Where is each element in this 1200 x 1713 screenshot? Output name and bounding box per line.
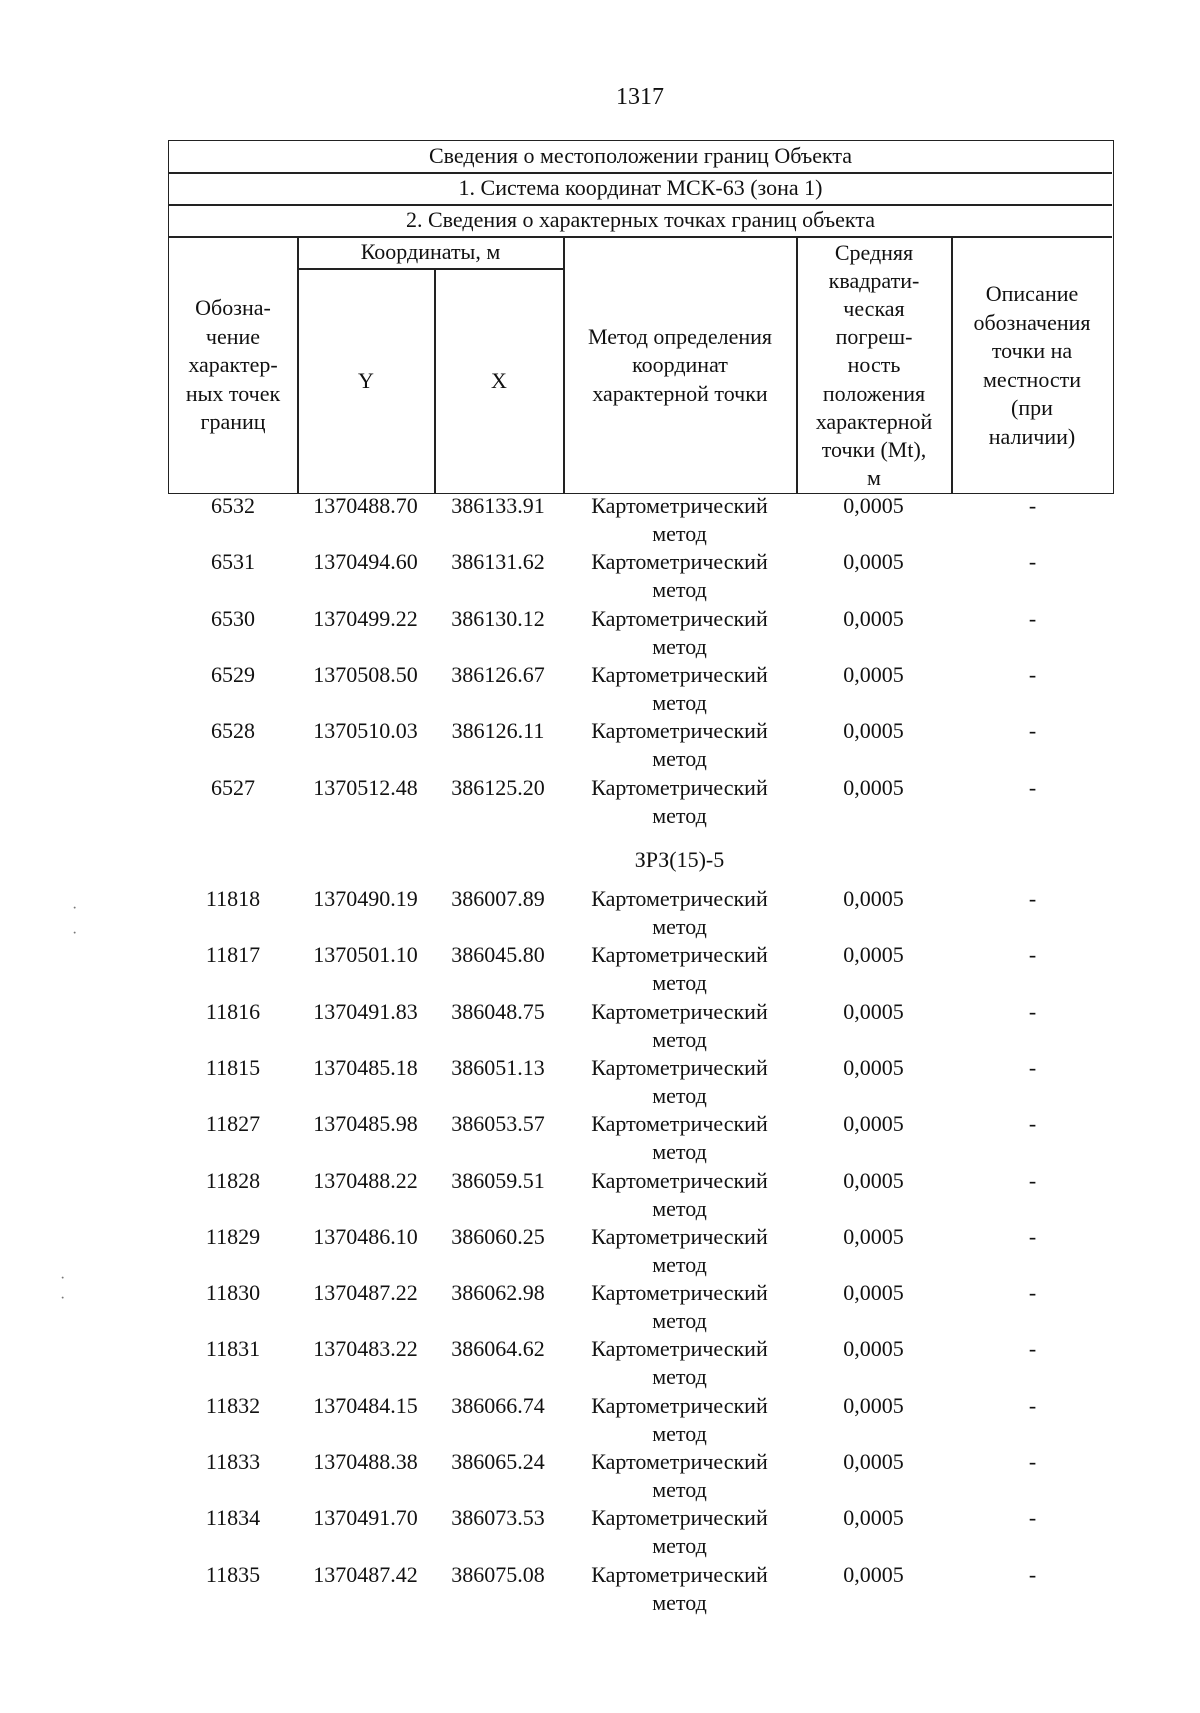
point-label: 6529: [211, 661, 255, 687]
coord-x: 386048.75: [451, 998, 545, 1024]
error-value: 0,0005: [843, 774, 904, 800]
error-value: 0,0005: [843, 886, 904, 911]
coord-x: 386060.25: [451, 1223, 545, 1249]
point-label: 11835: [205, 1561, 261, 1587]
error-value: 0,0005: [843, 718, 904, 744]
coord-x: 386131.62: [451, 549, 545, 575]
method-text: Картометрический метод: [591, 942, 768, 996]
description: -: [1028, 493, 1037, 518]
coord-y: 1370491.83: [313, 998, 418, 1024]
method-text: Картометрический метод: [591, 493, 768, 546]
coord-y: 1370485.98: [313, 1111, 418, 1137]
error-value: 0,0005: [843, 1392, 904, 1418]
description: -: [1028, 1561, 1037, 1587]
error-value: 0,0005: [843, 549, 904, 575]
point-label: 11816: [205, 998, 261, 1024]
table-row: [0, 941, 1200, 997]
coord-y: 1370487.22: [313, 1280, 418, 1306]
coord-y: 1370499.22: [313, 605, 418, 631]
method-text: Картометрический метод: [591, 661, 768, 715]
method-text: Картометрический метод: [591, 1449, 768, 1502]
description: -: [1028, 1392, 1037, 1418]
coord-y: 1370508.50: [313, 661, 418, 687]
table-row: [0, 1561, 1200, 1617]
error-value: 0,0005: [843, 493, 904, 518]
coord-y: 1370485.18: [313, 1054, 418, 1080]
coord-y: 1370486.10: [313, 1223, 418, 1249]
description: -: [1028, 998, 1037, 1024]
description: -: [1028, 774, 1037, 800]
table-row: [0, 717, 1200, 773]
point-label: 11830: [205, 1280, 261, 1306]
scan-speck: ·: [72, 925, 78, 942]
col-header-x: X: [491, 368, 507, 394]
method-text: Картометрический метод: [591, 774, 768, 828]
col-header-method: Метод определения координат характерной точки: [587, 323, 773, 406]
table-row: [0, 661, 1200, 717]
coord-x: 386062.98: [451, 1280, 545, 1306]
point-label: 11827: [205, 1111, 261, 1137]
error-value: 0,0005: [843, 1223, 904, 1249]
coord-y: 1370487.42: [313, 1561, 418, 1587]
coord-y: 1370491.70: [313, 1505, 418, 1531]
coord-y: 1370510.03: [313, 718, 418, 744]
table-row: [0, 998, 1200, 1054]
col-header-point: Обозна- чение характер- ных точек границ: [185, 295, 281, 435]
coord-y: 1370483.22: [313, 1336, 418, 1362]
method-text: Картометрический метод: [591, 998, 768, 1052]
description: -: [1028, 605, 1037, 631]
error-value: 0,0005: [843, 1336, 904, 1362]
section-label: ЗРЗ(15)-5: [634, 847, 725, 872]
scan-speck: ·: [60, 1270, 66, 1287]
error-value: 0,0005: [843, 605, 904, 631]
table-row: [0, 774, 1200, 830]
method-text: Картометрический метод: [591, 549, 768, 603]
method-text: Картометрический метод: [591, 1054, 768, 1108]
error-value: 0,0005: [843, 998, 904, 1024]
point-label: 11834: [205, 1505, 261, 1531]
point-label: 11829: [205, 1223, 261, 1249]
coord-y: 1370484.15: [313, 1392, 418, 1418]
description: -: [1028, 1336, 1037, 1362]
coord-y: 1370488.38: [313, 1449, 418, 1474]
error-value: 0,0005: [843, 1054, 904, 1080]
coord-x: 386126.67: [451, 661, 545, 687]
error-value: 0,0005: [843, 1167, 904, 1193]
table-header: [168, 140, 1114, 494]
coord-x: 386053.57: [451, 1111, 545, 1137]
method-text: Картометрический метод: [591, 718, 768, 772]
coord-x: 386066.74: [451, 1392, 545, 1418]
description: -: [1028, 942, 1037, 968]
table-row: [0, 1504, 1200, 1560]
table-row: [0, 1167, 1200, 1223]
method-text: Картометрический метод: [591, 1223, 768, 1277]
description: -: [1028, 718, 1037, 744]
error-value: 0,0005: [843, 1505, 904, 1531]
description: -: [1028, 1054, 1037, 1080]
coord-x: 386133.91: [451, 493, 545, 518]
table-row: [0, 492, 1200, 548]
error-value: 0,0005: [843, 942, 904, 968]
col-header-error: Средняя квадрати- ческая погреш- ность положения характерной точки (Mt), м: [815, 239, 933, 491]
table-row: [0, 1110, 1200, 1166]
point-label: 11831: [205, 1336, 261, 1362]
coordinate-system: 1. Система координат МСК-63 (зона 1): [458, 175, 823, 201]
coord-x: 386007.89: [451, 886, 545, 911]
point-label: 11815: [205, 1054, 261, 1080]
table-row: [0, 885, 1200, 941]
scan-speck: ·: [72, 900, 78, 917]
col-header-coordinates: Координаты, м: [360, 239, 501, 265]
table-row: [0, 1279, 1200, 1335]
point-label: 6528: [211, 718, 255, 744]
point-label: 11818: [205, 886, 261, 911]
method-text: Картометрический метод: [591, 605, 768, 659]
col-header-description: Описание обозначения точки на местности (при наличии): [973, 281, 1091, 449]
method-text: Картометрический метод: [591, 1561, 768, 1615]
table-row: [0, 1392, 1200, 1448]
page-number: 1317: [616, 84, 664, 110]
table-row: [0, 605, 1200, 661]
method-text: Картометрический метод: [591, 1392, 768, 1446]
coord-x: 386051.13: [451, 1054, 545, 1080]
coord-x: 386073.53: [451, 1505, 545, 1531]
description: -: [1028, 1167, 1037, 1193]
coord-y: 1370501.10: [313, 942, 418, 968]
coord-x: 386064.62: [451, 1336, 545, 1362]
coord-x: 386065.24: [451, 1449, 545, 1474]
description: -: [1028, 1111, 1037, 1137]
table-row: [0, 1335, 1200, 1391]
method-text: Картометрический метод: [591, 1111, 768, 1165]
coord-x: 386045.80: [451, 942, 545, 968]
col-header-y: Y: [358, 368, 374, 394]
error-value: 0,0005: [843, 661, 904, 687]
point-label: 6530: [211, 605, 255, 631]
table-row: [0, 1054, 1200, 1110]
coord-x: 386126.11: [451, 718, 545, 744]
table-row: [0, 1448, 1200, 1504]
point-label: 11828: [205, 1167, 261, 1193]
point-label: 6532: [211, 493, 255, 518]
error-value: 0,0005: [843, 1561, 904, 1587]
description: -: [1028, 886, 1037, 911]
table-row: [0, 548, 1200, 604]
coord-y: 1370490.19: [313, 886, 418, 911]
coord-x: 386130.12: [451, 605, 545, 631]
description: -: [1028, 1505, 1037, 1531]
point-label: 6527: [211, 774, 255, 800]
coord-x: 386059.51: [451, 1167, 545, 1193]
point-label: 11833: [205, 1449, 261, 1474]
coord-x: 386125.20: [451, 774, 545, 800]
error-value: 0,0005: [843, 1111, 904, 1137]
coord-y: 1370494.60: [313, 549, 418, 575]
coord-y: 1370488.70: [313, 493, 418, 518]
method-text: Картометрический метод: [591, 886, 768, 939]
error-value: 0,0005: [843, 1280, 904, 1306]
point-label: 6531: [211, 549, 255, 575]
method-text: Картометрический метод: [591, 1505, 768, 1559]
description: -: [1028, 1223, 1037, 1249]
error-value: 0,0005: [843, 1449, 904, 1474]
table-title: Сведения о местоположении границ Объекта: [428, 143, 853, 169]
scan-speck: ·: [60, 1290, 66, 1307]
method-text: Картометрический метод: [591, 1167, 768, 1221]
method-text: Картометрический метод: [591, 1280, 768, 1334]
table-row: [0, 1223, 1200, 1279]
point-label: 11832: [205, 1392, 261, 1418]
description: -: [1028, 1449, 1037, 1474]
coord-x: 386075.08: [451, 1561, 545, 1587]
description: -: [1028, 1280, 1037, 1306]
description: -: [1028, 661, 1037, 687]
coord-y: 1370488.22: [313, 1167, 418, 1193]
point-label: 11817: [205, 942, 261, 968]
description: -: [1028, 549, 1037, 575]
table-subtitle: 2. Сведения о характерных точках границ объекта: [406, 207, 875, 233]
method-text: Картометрический метод: [591, 1336, 768, 1390]
coord-y: 1370512.48: [313, 774, 418, 800]
